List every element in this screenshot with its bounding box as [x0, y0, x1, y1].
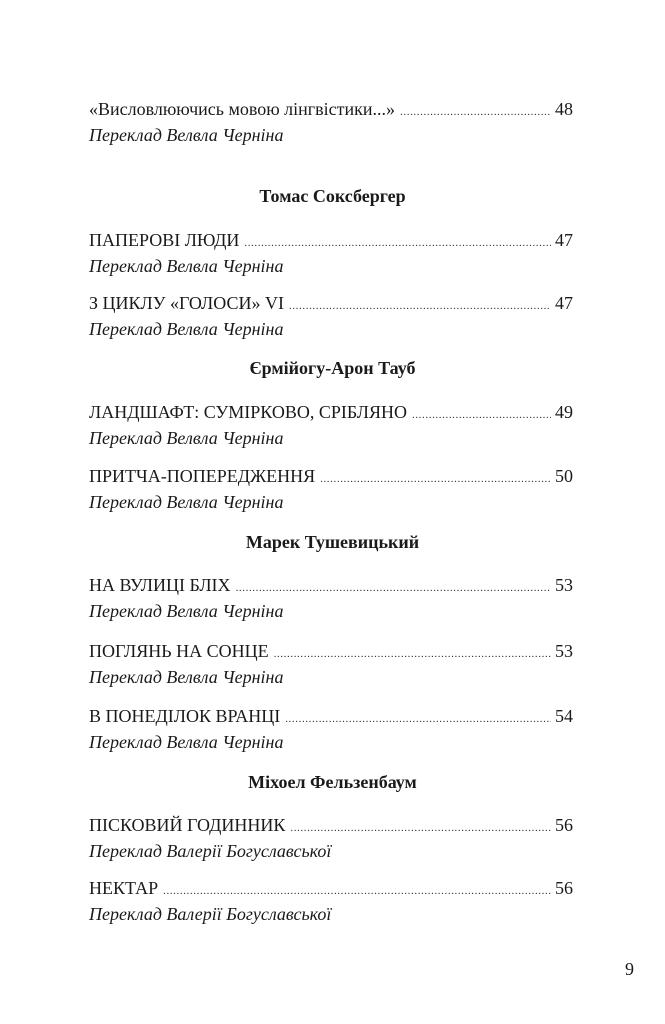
toc-title: ПРИТЧА-ПОПЕРЕДЖЕННЯ [89, 466, 316, 486]
page-number: 9 [625, 959, 634, 979]
leader-dots [244, 232, 551, 254]
toc-title-line [89, 574, 573, 599]
toc-entry [89, 705, 573, 753]
section-author: Єрмійогу-Арон Тауб [249, 358, 416, 378]
leader-dots [285, 708, 551, 730]
leader-dots [163, 880, 551, 902]
toc-translator: Переклад Велвла Черніна [89, 125, 284, 145]
toc-page-number: 53 [555, 641, 573, 661]
toc-title: ПАПЕРОВІ ЛЮДИ [89, 230, 240, 250]
toc-title: В ПОНЕДІЛОК ВРАНЦІ [89, 706, 281, 726]
toc-translator: Переклад Велвла Черніна [89, 601, 284, 621]
toc-title-line [89, 292, 573, 317]
toc-title-line [89, 229, 573, 254]
section-author: Міхоел Фельзенбаум [248, 772, 417, 792]
toc-entry [89, 574, 573, 622]
toc-page-number: 56 [555, 815, 573, 835]
toc-translator: Переклад Велвла Черніна [89, 667, 284, 687]
leader-dots [290, 817, 551, 839]
toc-entry [89, 98, 573, 146]
toc-title-line [89, 98, 573, 123]
leader-dots [400, 101, 551, 123]
toc-translator: Переклад Велвла Черніна [89, 732, 284, 752]
leader-dots [236, 577, 551, 599]
toc-title: ПІСКОВИЙ ГОДИННИК [89, 815, 286, 835]
toc-entry [89, 640, 573, 688]
toc-page-number: 47 [555, 293, 573, 313]
toc-page-number: 48 [555, 99, 573, 119]
section-author: Марек Тушевицький [245, 532, 420, 552]
toc-entry [89, 877, 573, 925]
toc-page-number: 47 [555, 230, 573, 250]
toc-page-number: 53 [555, 575, 573, 595]
toc-title: НЕКТАР [89, 878, 159, 898]
toc-entry [89, 292, 573, 340]
toc-title-line [89, 705, 573, 730]
toc-title-line [89, 814, 573, 839]
section-author: Томас Соксбергер [259, 186, 406, 206]
toc-title-line [89, 465, 573, 490]
toc-translator: Переклад Велвла Черніна [89, 319, 284, 339]
toc-page-number: 49 [555, 402, 573, 422]
toc-page-number: 54 [555, 706, 573, 726]
leader-dots [320, 468, 551, 490]
toc-title-line [89, 877, 573, 902]
toc-title-line [89, 640, 573, 665]
toc-title-line [89, 401, 573, 426]
leader-dots [412, 404, 551, 426]
toc-translator: Переклад Велвла Черніна [89, 428, 284, 448]
toc-title: З ЦИКЛУ «ГОЛОСИ» VI [89, 293, 284, 313]
toc-entry [89, 401, 573, 449]
leader-dots [289, 295, 551, 317]
leader-dots [274, 643, 551, 665]
toc-entry [89, 465, 573, 513]
toc-title: ПОГЛЯНЬ НА СОНЦЕ [89, 641, 269, 661]
toc-translator: Переклад Валерії Богуславської [89, 841, 332, 861]
toc-page-number: 50 [555, 466, 573, 486]
toc-title: «Висловлюючись мовою лінгвістики...» [89, 99, 396, 119]
toc-entry [89, 229, 573, 277]
toc-page-number: 56 [555, 878, 573, 898]
toc-translator: Переклад Валерії Богуславської [89, 904, 332, 924]
toc-translator: Переклад Велвла Черніна [89, 256, 284, 276]
toc-translator: Переклад Велвла Черніна [89, 492, 284, 512]
toc-title: ЛАНДШАФТ: СУМІРКОВО, СРІБЛЯНО [89, 402, 407, 422]
toc-title: НА ВУЛИЦІ БЛІХ [89, 575, 231, 595]
toc-entry [89, 814, 573, 862]
